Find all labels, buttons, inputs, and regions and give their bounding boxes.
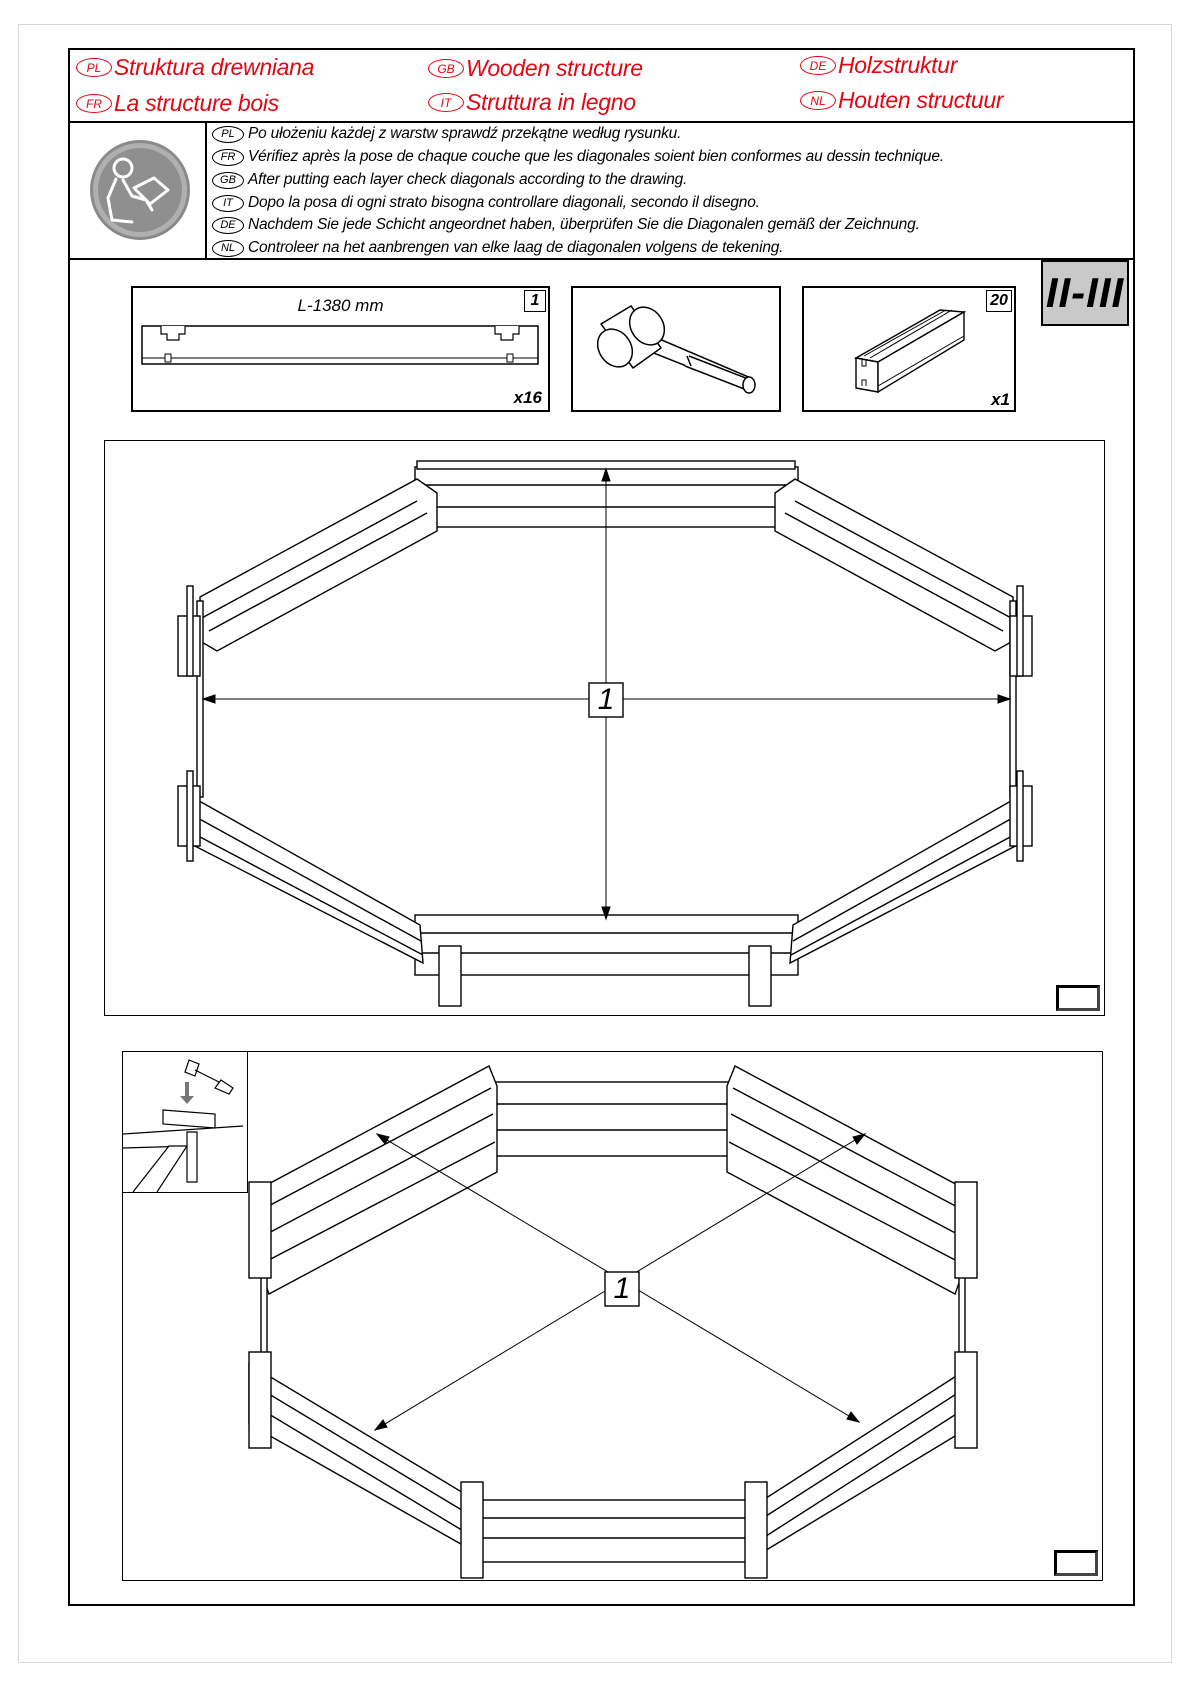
header-divider	[68, 121, 1133, 123]
octagon-frame-layer-1	[105, 441, 1104, 1015]
instruction-pl: PL Po ułożeniu każdej z warstw sprawdź przekątne według rysunku.	[212, 125, 681, 143]
title-fr: FR La structure bois	[76, 90, 279, 117]
instructions-divider	[68, 258, 1133, 260]
page-box-1	[1056, 985, 1100, 1011]
part-board-box	[131, 286, 550, 412]
read-manual-icon	[88, 138, 192, 242]
board-length-label: L-1380 mm	[297, 296, 384, 315]
octagon-frame-layer-3	[123, 1052, 1102, 1580]
instruction-gb: GB After putting each layer check diagonals according to the drawing.	[212, 171, 687, 189]
diagonal-marker-1: 1	[597, 683, 615, 716]
block-quantity: x1	[991, 390, 1010, 409]
stage-label: II-III	[1041, 260, 1129, 326]
board-quantity: x16	[513, 388, 542, 407]
instruction-fr: FR Vérifiez après la pose de chaque couche que les diagonales soient bien conformes au dessin technique.	[212, 148, 944, 166]
title-nl: NL Houten structuur	[800, 87, 1003, 114]
title-pl: PL Struktura drewniana	[76, 54, 314, 81]
title-de: DE Holzstruktur	[800, 52, 957, 79]
part-block-box	[802, 286, 1016, 412]
drawing-2-panel	[122, 1051, 1103, 1581]
page-box-2	[1054, 1550, 1098, 1576]
instruction-de: DE Nachdem Sie jede Schicht angeordnet haben, überprüfen Sie die Diagonalen gemäß der Zeichnung.	[212, 216, 920, 234]
block-part-number: 20	[986, 290, 1012, 312]
block-icon	[848, 300, 968, 400]
mallet-icon	[579, 296, 773, 402]
instruction-nl: NL Controleer na het aanbrengen van elke laag de diagonalen volgens de tekening.	[212, 239, 783, 257]
diagonal-marker-2: 1	[613, 1272, 631, 1305]
instruction-it: IT Dopo la posa di ogni strato bisogna controllare diagonali, secondo il disegno.	[212, 194, 760, 212]
drawing-1-panel	[104, 440, 1105, 1016]
title-gb: GB Wooden structure	[428, 55, 643, 82]
title-it: IT Struttura in legno	[428, 89, 636, 116]
part-tool-box	[571, 286, 781, 412]
icon-divider	[205, 121, 207, 258]
board-part-number: 1	[524, 290, 546, 312]
board-icon	[141, 324, 539, 368]
